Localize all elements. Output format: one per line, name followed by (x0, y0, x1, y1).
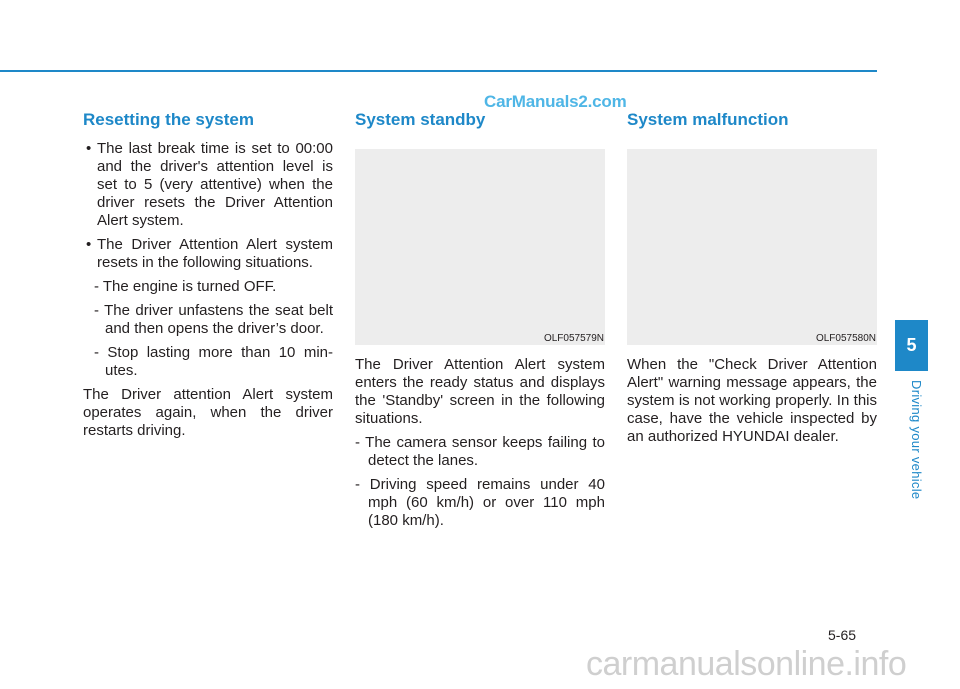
bullet-item: • The last break time is set to 00:00 and the driver's attention level is set to 5 (very attentive) when the driver resets the Driver Attention Alert system. (83, 140, 333, 230)
column-malfunction (627, 110, 877, 452)
dash-item: - The camera sensor keeps failing to detect the lanes. (355, 434, 605, 469)
section-title-standby: System standby (355, 110, 486, 129)
header-rule (0, 70, 877, 72)
body-paragraph: The Driver Attention Alert system enters the ready status and displays the 'Standby' screen in the following situations. (355, 356, 605, 427)
chapter-label: Driving your vehicle (909, 380, 924, 500)
page-number: 5-65 (828, 627, 857, 643)
dash-item: - The driver unfastens the seat belt and then opens the driver’s door. (94, 302, 333, 337)
dash-item: - Stop lasting more than 10 min-utes. (94, 344, 333, 379)
section-title-malfunction: System malfunction (627, 110, 789, 129)
body-paragraph: The Driver attention Alert system operates again, when the driver restarts driving. (83, 386, 333, 439)
column-resetting (83, 110, 333, 446)
body-paragraph: When the "Check Driver Attention Alert" warning message appears, the system is not working properly. In this case, have the vehicle inspected by an authorized HYUNDAI dealer. (627, 356, 877, 445)
figure-malfunction (627, 149, 877, 345)
bullet-item: • The Driver Attention Alert system resets in the following situations. (83, 236, 333, 272)
dash-item: - Driving speed remains under 40 mph (60 km/h) or over 110 mph (180 km/h). (355, 476, 605, 529)
dash-item: - The engine is turned OFF. (94, 278, 277, 295)
figure-standby (355, 149, 605, 345)
figure-code: OLF057579N (543, 333, 604, 344)
watermark: CarManuals2.com (484, 92, 627, 111)
column-standby (355, 110, 605, 536)
figure-code: OLF057580N (815, 333, 876, 344)
footer-watermark: carmanualsonline.info (586, 645, 907, 683)
chapter-tab: 5 (895, 320, 928, 371)
section-title-resetting: Resetting the system (83, 110, 254, 129)
